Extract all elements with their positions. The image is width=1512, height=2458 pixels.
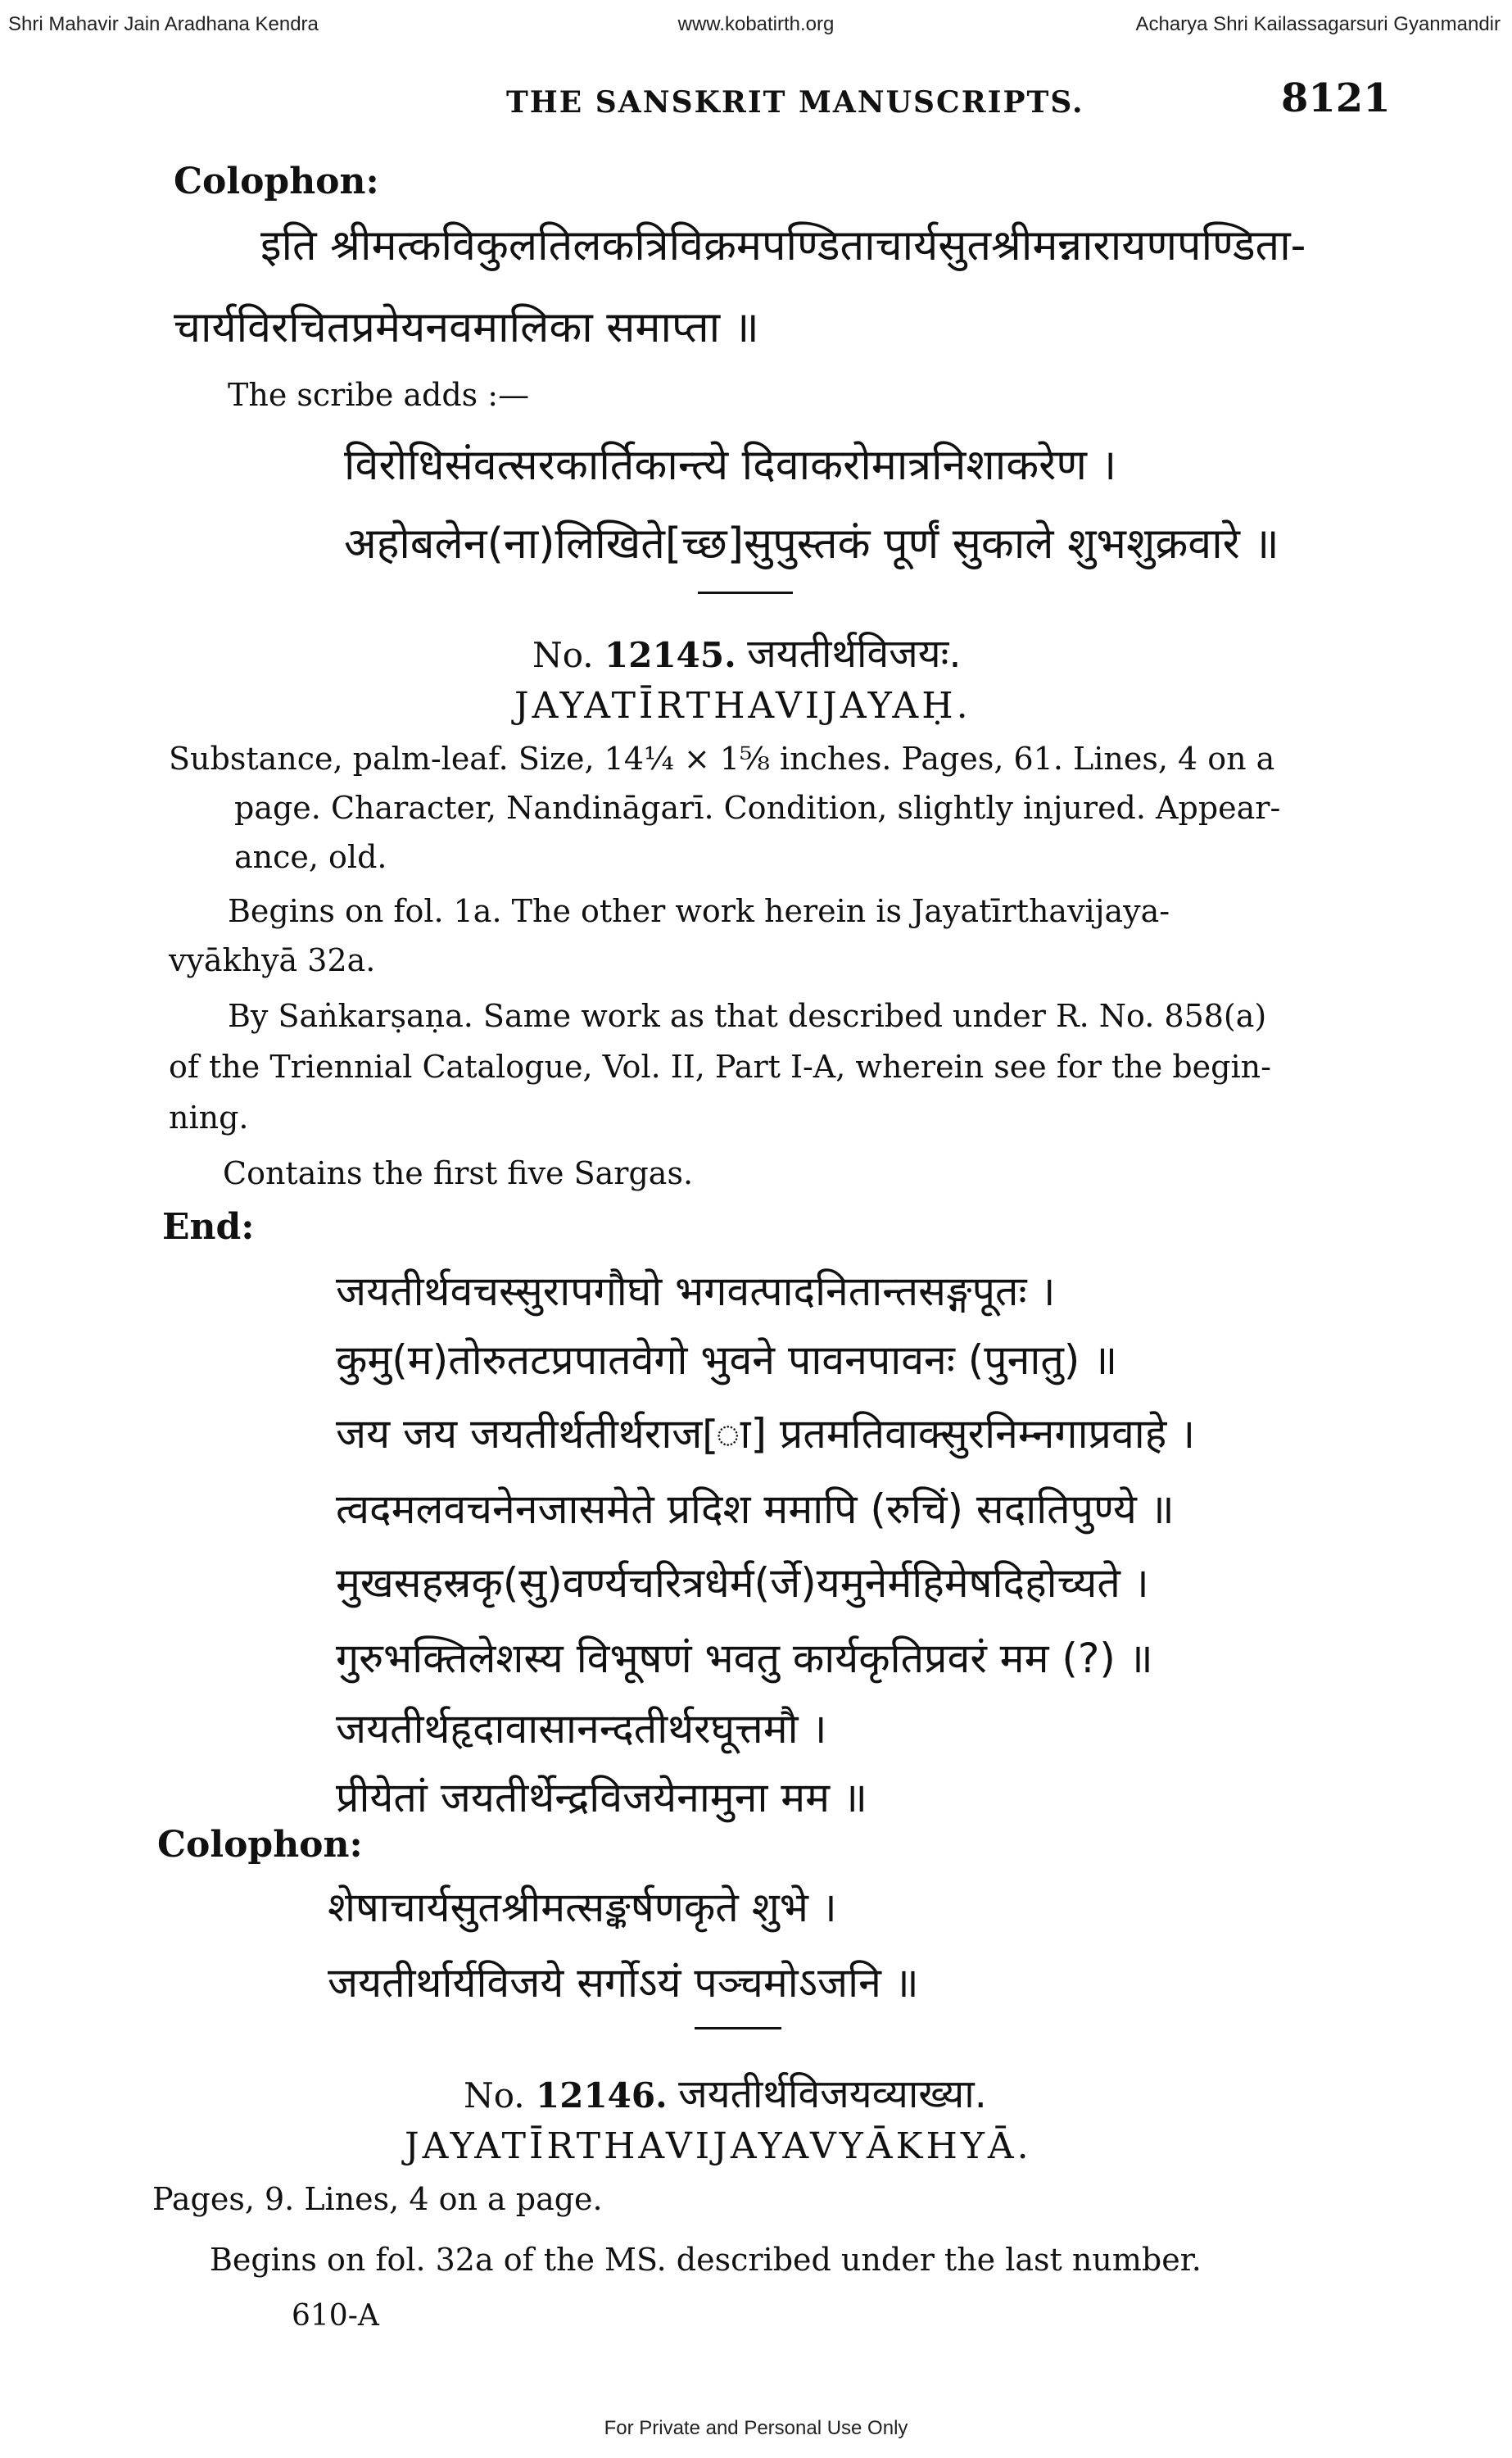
description-line: ance, old. bbox=[234, 839, 387, 875]
header-right-text: Acharya Shri Kailassagarsuri Gyanmandir bbox=[1135, 13, 1501, 35]
description-line: Substance, palm-leaf. Size, 14¼ × 1⅝ inches. Pages, 61. Lines, 4 on a bbox=[169, 741, 1275, 777]
colophon-label: Colophon: bbox=[157, 1824, 363, 1866]
header-left-text: Shri Mahavir Jain Aradhana Kendra bbox=[8, 13, 319, 35]
entry-number bbox=[532, 626, 962, 679]
running-head: THE SANSKRIT MANUSCRIPTS. bbox=[506, 85, 1084, 120]
end-verse-line: जयतीर्थहृदावासानन्दतीर्थरघूत्तमौ । bbox=[336, 1705, 827, 1753]
end-verse-line: जयतीर्थवचस्सुरापगौघो भगवत्पादनितान्तसङ्गपूतः । bbox=[336, 1268, 1056, 1315]
colophon-line: जयतीर्थार्यविजये सर्गोऽयं पञ्चमोऽजनि ॥ bbox=[328, 1959, 919, 2007]
end-label: End: bbox=[162, 1206, 255, 1248]
colophon-line: शेषाचार्यसुतश्रीमत्सङ्कर्षणकृते शुभे । bbox=[328, 1884, 837, 1931]
description-line: of the Triennial Catalogue, Vol. II, Part I-A, wherein see for the begin- bbox=[169, 1049, 1271, 1085]
description-line: ning. bbox=[169, 1100, 249, 1136]
entry-devanagari-title: जयतीर्थविजयव्याख्या. bbox=[678, 2071, 987, 2117]
colophon-label: Colophon: bbox=[174, 161, 379, 202]
entry-title: JAYATĪRTHAVIJAYAVYĀKHYĀ. bbox=[405, 2125, 1032, 2167]
description-line: Begins on fol. 32a of the MS. described under the last number. bbox=[210, 2242, 1202, 2278]
site-header bbox=[0, 13, 1512, 41]
section-divider bbox=[695, 2027, 781, 2029]
end-verse-line: गुरुभक्तिलेशस्य विभूषणं भवतु कार्यकृतिप्रवरं मम (?) ॥ bbox=[336, 1635, 1153, 1682]
colophon-line: चार्यविरचितप्रमेयनवमालिका समाप्ता ॥ bbox=[174, 303, 759, 352]
entry-number-prefix: No. bbox=[532, 635, 594, 675]
description-line: page. Character, Nandināgarī. Condition, slightly injured. Appear- bbox=[234, 790, 1281, 826]
header-center-text: www.kobatirth.org bbox=[677, 13, 835, 35]
entry-number-value: 12145. bbox=[604, 635, 736, 675]
signature-mark: 610-A bbox=[292, 2299, 379, 2333]
site-footer: For Private and Personal Use Only bbox=[604, 2417, 908, 2439]
entry-title: JAYATĪRTHAVIJAYAḤ. bbox=[514, 685, 971, 727]
description-line: By Saṅkarṣaṇa. Same work as that described under R. No. 858(a) bbox=[228, 998, 1267, 1034]
end-verse-line: जय जय जयतीर्थतीर्थराज[ा] प्रतमतिवाक्सुरनिम्नगाप्रवाहे । bbox=[336, 1410, 1196, 1458]
description-line: vyākhyā 32a. bbox=[169, 942, 376, 978]
scribe-intro: The scribe adds :— bbox=[228, 377, 530, 413]
end-verse-line: त्वदमलवचनेनजासमेते प्रदिश ममापि (रुचिं) सदातिपुण्ये ॥ bbox=[336, 1485, 1175, 1533]
colophon-line: इति श्रीमत्कविकुलतिलकत्रिविक्रमपण्डिताचार्यसुतश्रीमन्नारायणपण्डिता- bbox=[260, 221, 1306, 270]
entry-number-prefix: No. bbox=[464, 2075, 525, 2116]
end-verse-line: मुखसहस्रकृ(सु)वर्ण्यचरित्रधेर्म(र्जे)यमुनेर्महिमेषदिहोच्यते । bbox=[336, 1559, 1149, 1607]
end-verse-line: प्रीयेतां जयतीर्थेन्द्रविजयेनामुना मम ॥ bbox=[336, 1774, 867, 1821]
end-verse-line: कुमु(म)तोरुतटप्रपातवेगो भुवने पावनपावनः (पुनातु) ॥ bbox=[336, 1336, 1118, 1384]
description-line: Contains the first five Sargas. bbox=[223, 1155, 694, 1191]
entry-number bbox=[464, 2066, 987, 2120]
scribe-verse-line: अहोबलेन(ना)लिखिते[च्छ]सुपुस्तकं पूर्णं सुकाले शुभशुक्रवारे ॥ bbox=[344, 519, 1279, 569]
section-divider bbox=[698, 592, 793, 594]
page-number: 8121 bbox=[1281, 75, 1391, 121]
entry-devanagari-title: जयतीर्थविजयः. bbox=[747, 631, 962, 677]
description-line: Pages, 9. Lines, 4 on a page. bbox=[152, 2181, 603, 2217]
entry-number-value: 12146. bbox=[536, 2075, 668, 2116]
description-line: Begins on fol. 1a. The other work herein is Jayatīrthavijaya- bbox=[228, 893, 1170, 929]
scribe-verse-line: विरोधिसंवत्सरकार्तिकान्त्ये दिवाकरोमात्रनिशाकरेण । bbox=[344, 441, 1117, 490]
